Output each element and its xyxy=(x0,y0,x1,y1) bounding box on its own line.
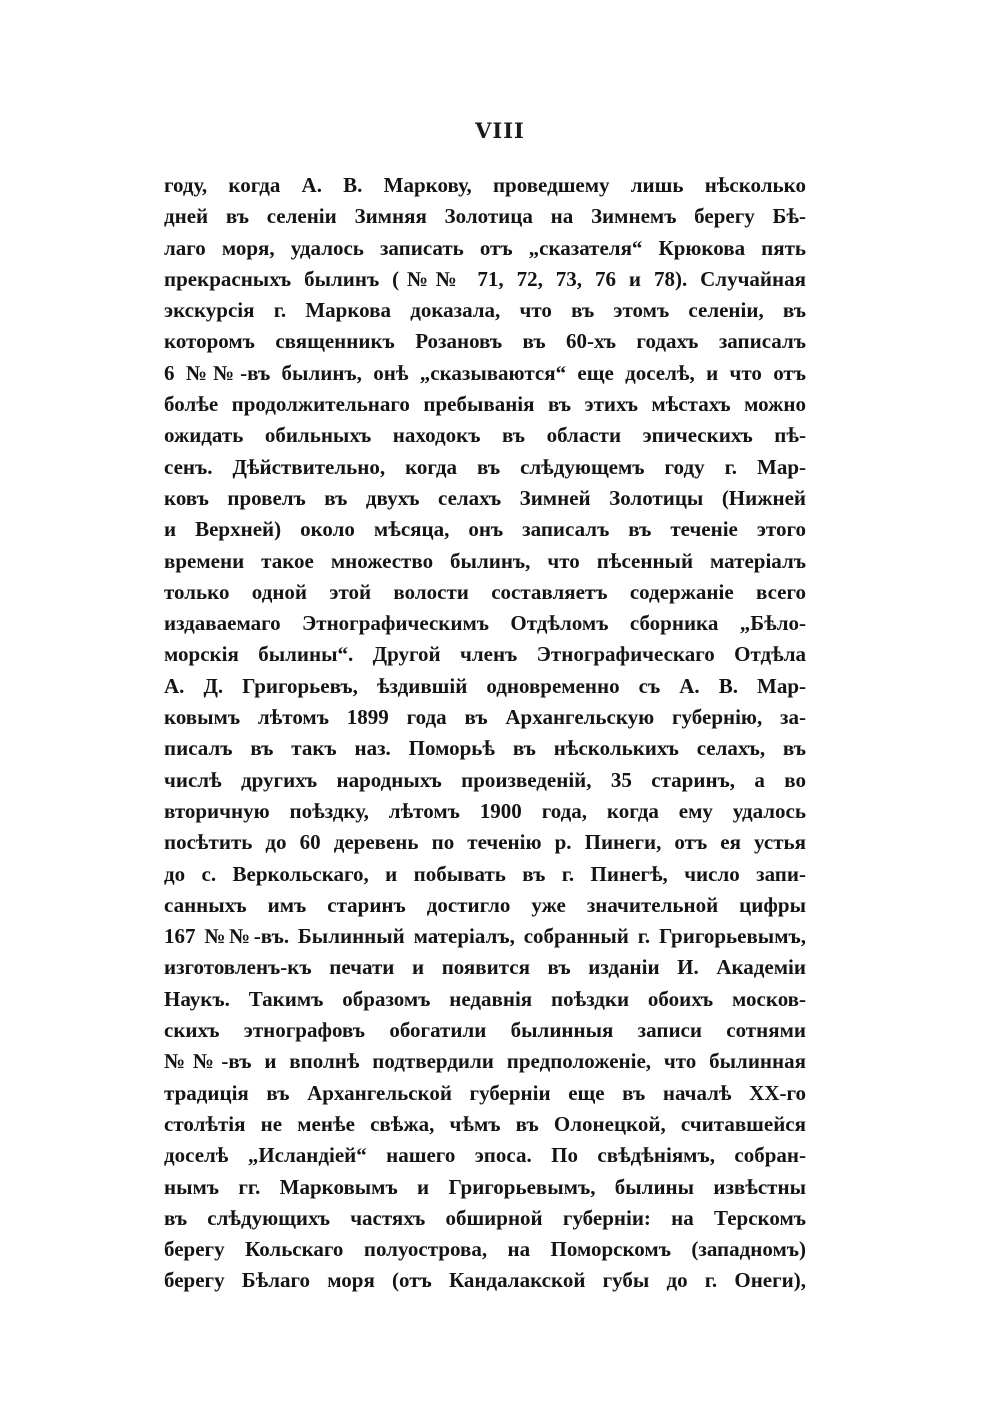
text-line: А. Д. Григорьевъ, ѣздившій одновременно съ А. В. Мар- xyxy=(164,673,806,698)
text-line: посѣтить до 60 деревень по теченію р. Пинеги, отъ ея устья xyxy=(164,830,806,855)
text-line: изготовленъ-къ печати и появится въ изданіи И. Академіи xyxy=(164,955,806,980)
text-line: прекрасныхъ былинъ (№№ 71, 72, 73, 76 и 78). Случайная xyxy=(164,266,806,291)
text-line: болѣе продолжительнаго пребыванія въ этихъ мѣстахъ можно xyxy=(164,392,806,417)
text-line: писалъ въ такъ наз. Поморьѣ въ нѣсколькихъ селахъ, въ xyxy=(164,736,806,761)
text-line: и Верхней) около мѣсяца, онъ записалъ въ теченіе этого xyxy=(164,517,806,542)
text-line: нымъ гг. Марковымъ и Григорьевымъ, былины извѣстны xyxy=(164,1174,806,1199)
text-line: столѣтія не менѣе свѣжа, чѣмъ въ Олонецкой, считавшейся xyxy=(164,1111,806,1136)
text-line: времени такое множество былинъ, что пѣсенный матеріалъ xyxy=(164,548,806,573)
text-line: въ слѣдующихъ частяхъ обширной губерніи: на Терскомъ xyxy=(164,1205,806,1230)
text-line: числѣ другихъ народныхъ произведеній, 35 старинъ, а во xyxy=(164,767,806,792)
text-line: до с. Веркольскаго, и побывать въ г. Пинегѣ, число запи- xyxy=(164,861,806,886)
text-line: традиція въ Архангельской губерніи еще въ началѣ XX-го xyxy=(164,1080,806,1105)
text-line: берегу Кольскаго полуострова, на Поморскомъ (западномъ) xyxy=(164,1237,806,1262)
text-line: доселѣ „Исландіей“ нашего эпоса. По свѣдѣніямъ, собран- xyxy=(164,1143,806,1168)
text-line: ковымъ лѣтомъ 1899 года въ Архангельскую губернію, за- xyxy=(164,705,806,730)
text-line: санныхъ имъ старинъ достигло уже значительной цифры xyxy=(164,892,806,917)
text-line: только одной этой волости составляетъ содержаніе всего xyxy=(164,579,806,604)
page-number: VIII xyxy=(475,118,525,143)
text-line: морскія былины“. Другой членъ Этнографическаго Отдѣла xyxy=(164,642,806,667)
text-line: №№-въ и вполнѣ подтвердили предположеніе, что былинная xyxy=(164,1049,806,1074)
text-line: сенъ. Дѣйствительно, когда въ слѣдующемъ году г. Мар- xyxy=(164,454,806,479)
text-line: 167 №№-въ. Былинный матеріалъ, собранный г. Григорьевымъ, xyxy=(164,924,806,949)
text-line: 6 №№-въ былинъ, онѣ „сказываются“ еще доселѣ, и что отъ xyxy=(164,360,806,385)
text-line: скихъ этнографовъ обогатили былинныя записи сотнями xyxy=(164,1018,806,1043)
text-line: ожидать обильныхъ находокъ въ области эпическихъ пѣ- xyxy=(164,423,806,448)
body-text xyxy=(164,170,806,1297)
text-line: лаго моря, удалось записать отъ „сказателя“ Крюкова пять xyxy=(164,235,806,260)
text-line: которомъ священникъ Розановъ въ 60-хъ годахъ записалъ xyxy=(164,329,806,354)
text-line: вторичную поѣздку, лѣтомъ 1900 года, когда ему удалось xyxy=(164,798,806,823)
text-line: дней въ селеніи Зимняя Золотица на Зимнемъ берегу Бѣ- xyxy=(164,204,806,229)
text-line: ковъ провелъ въ двухъ селахъ Зимней Золотицы (Нижней xyxy=(164,485,806,510)
text-line: издаваемаго Этнографическимъ Отдѣломъ сборника „Бѣло- xyxy=(164,611,806,636)
text-line: экскурсія г. Маркова доказала, что въ этомъ селеніи, въ xyxy=(164,298,806,323)
text-line: берегу Бѣлаго моря (отъ Кандалакской губы до г. Онеги), xyxy=(164,1268,806,1293)
text-line: году, когда А. В. Маркову, проведшему лишь нѣсколько xyxy=(164,173,806,197)
text-line: Наукъ. Такимъ образомъ недавнія поѣздки обоихъ москов- xyxy=(164,986,806,1011)
